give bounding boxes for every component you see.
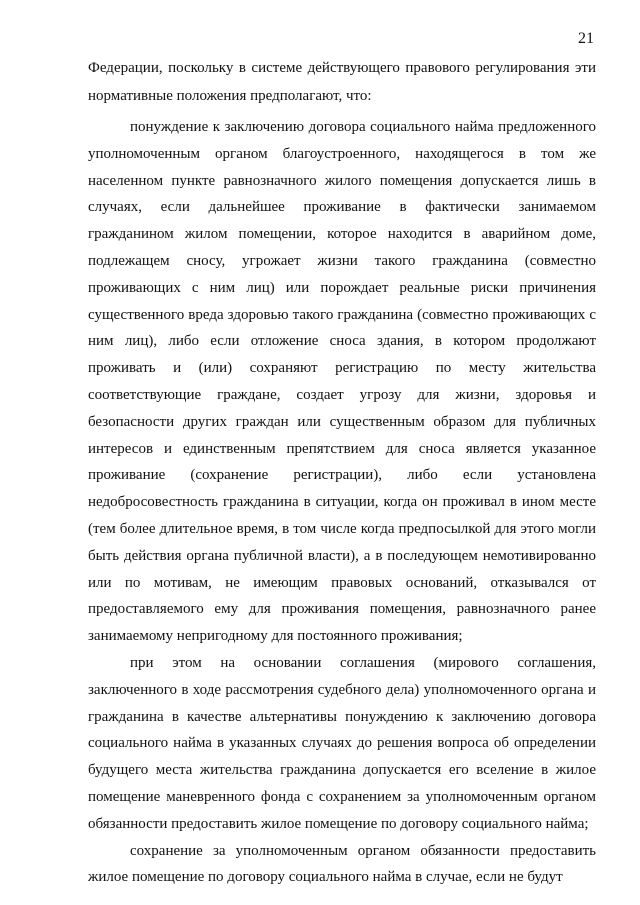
document-body <box>88 55 596 891</box>
paragraph-settlement-agreement: при этом на основании соглашения (мирового соглашения, заключенного в ходе рассмотрения судебного дела) уполномоченного органа и гражданина в качестве альтернативы понуждению к заключению договора социального найма в указанных случаях до решения вопроса об определении будущего места жительства гражданина допускается его вселение в жилое помещение маневренного фонда с сохранением за уполномоченным органом обязанности предоставить жилое помещение по договору социального найма; <box>88 654 596 832</box>
paragraph-coercion-conditions: понуждение к заключению договора социального найма предложенного уполномоченным органом благоустроенного, находящегося в том же населенном пункте равнозначного жилого помещения допускается лишь в случаях, если дальнейшее проживание в фактически занимаемом гражданином жилом помещении, которое находится в аварийном доме, подлежащем сносу, угрожает жизни такого гражданина (совместно проживающих с ним лиц) или порождает реальные риски причинения существенного вреда здоровью такого гражданина (совместно проживающих с ним лиц), либо если отложение сноса здания, в котором продолжают проживать и (или) сохраняют регистрацию по месту жительства соответствующие граждане, создает угрозу для жизни, здоровья и безопасности других граждан или существенным образом для публичных интересов и единственным препятствием для сноса является указанное проживание (сохранение регистрации), либо если установлена недобросовестность гражданина в ситуации, когда он проживал в ином месте (тем более длительное время, в том числе когда предпосылкой для этого могли быть действия органа публичной власти), а в последующем немотивированно или по мотивам, не имеющим правовых оснований, отказывался от предоставляемого ему для проживания помещения, равнозначного ранее занимаемому непригодному для постоянного проживания; <box>88 119 596 645</box>
page-number: 21 <box>578 30 594 47</box>
paragraph-continuation: Федерации, поскольку в системе действующего правового регулирования эти нормативные положения предполагают, что: <box>88 60 596 104</box>
paragraph-obligation-retention: сохранение за уполномоченным органом обязанности предоставить жилое помещение по договору социального найма в случае, если не будут <box>88 842 596 886</box>
